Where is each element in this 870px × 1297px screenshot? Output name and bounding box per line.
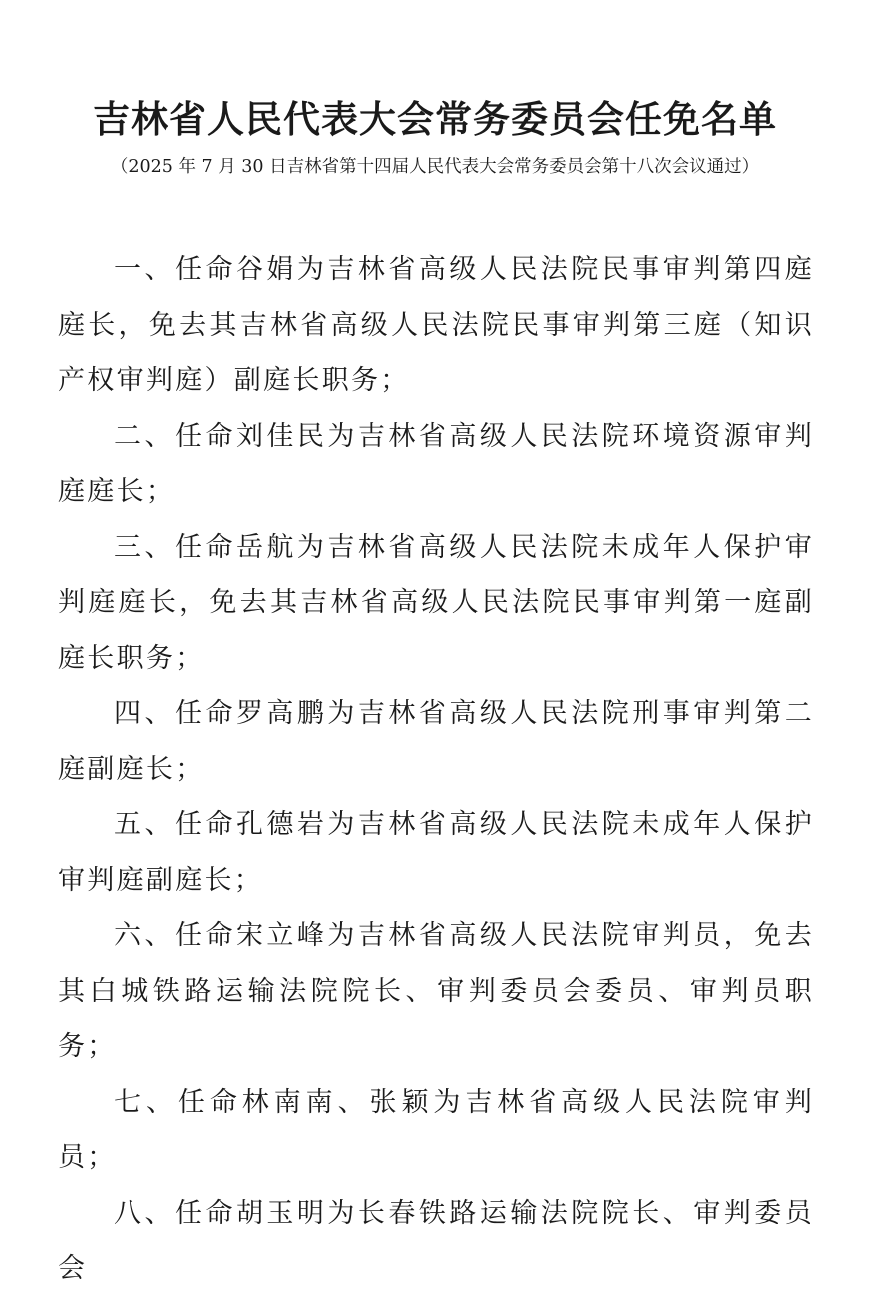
appointment-item-3: 三、任命岳航为吉林省高级人民法院未成年人保护审判庭庭长，免去其吉林省高级人民法院民事审判第一庭副庭长职务；	[58, 531, 814, 674]
appointment-item-4: 四、任命罗高鹏为吉林省高级人民法院刑事审判第二庭副庭长；	[58, 698, 814, 785]
appointment-item-1: 一、任命谷娟为吉林省高级人民法院民事审判第四庭庭长，免去其吉林省高级人民法院民事审判第三庭（知识产权审判庭）副庭长职务；	[58, 254, 814, 396]
appointment-item-8: 八、任命胡玉明为长春铁路运输法院院长、审判委员会	[58, 1197, 814, 1284]
appointment-item-7: 七、任命林南南、张颖为吉林省高级人民法院审判员；	[58, 1086, 814, 1173]
document-title: 吉林省人民代表大会常务委员会任免名单	[93, 98, 777, 141]
appointment-item-6: 六、任命宋立峰为吉林省高级人民法院审判员，免去其白城铁路运输法院院长、审判委员会委员、审判员职务；	[58, 920, 814, 1062]
document-subtitle: （2025 年 7 月 30 日吉林省第十四届人民代表大会常务委员会第十八次会议通过）	[110, 157, 760, 177]
appointment-item-5: 五、任命孔德岩为吉林省高级人民法院未成年人保护审判庭副庭长；	[58, 809, 814, 896]
document-body	[58, 242, 814, 1297]
appointment-item-2: 二、任命刘佳民为吉林省高级人民法院环境资源审判庭庭长；	[58, 420, 814, 507]
